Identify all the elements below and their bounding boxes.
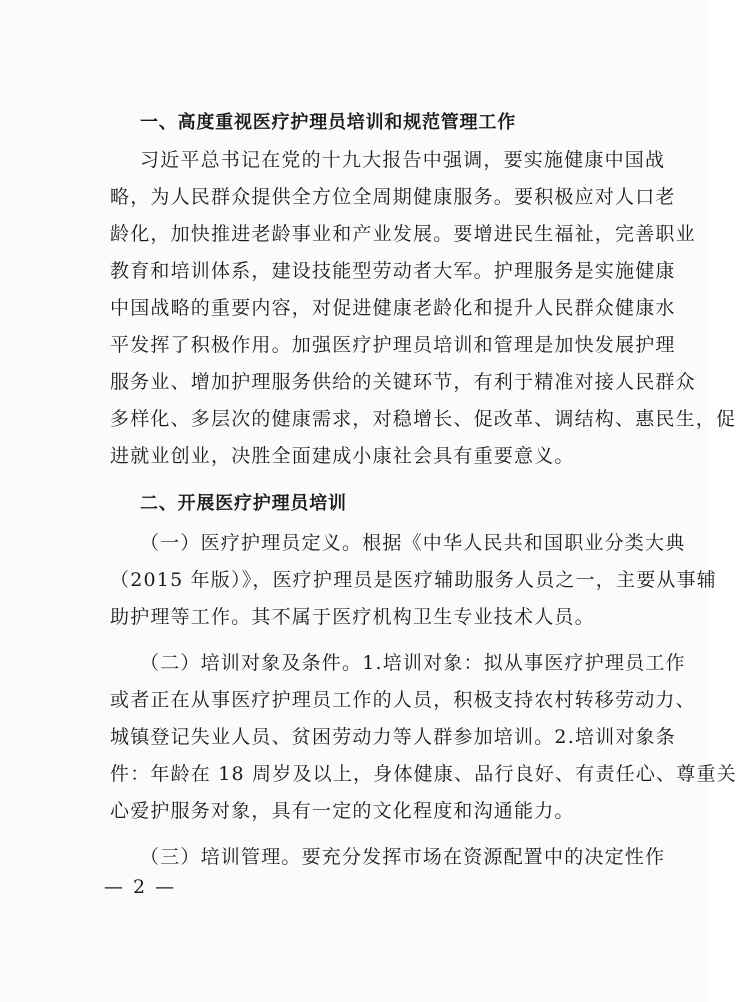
body-line: 助护理等工作。其不属于医疗机构卫生专业技术人员。	[110, 606, 595, 628]
body-line: （二）培训对象及条件。1.培训对象：拟从事医疗护理员工作	[140, 652, 686, 674]
body-line: 城镇登记失业人员、贫困劳动力等人群参加培训。2.培训对象条	[110, 726, 676, 748]
body-line: 件：年龄在 18 周岁及以上，身体健康、品行良好、有责任心、尊重关	[110, 763, 737, 785]
body-line: （三）培训管理。要充分发挥市场在资源配置中的决定性作	[140, 846, 666, 868]
body-line: 龄化，加快推进老龄事业和产业发展。要增进民生福祉，完善职业	[110, 223, 696, 245]
body-line: 或者正在从事医疗护理员工作的人员，积极支持农村转移劳动力、	[110, 689, 696, 711]
section-heading-2: 二、开展医疗护理员培训	[140, 493, 347, 514]
body-line: 多样化、多层次的健康需求，对稳增长、促改革、调结构、惠民生，促	[110, 408, 737, 430]
body-line: （2015 年版）》，医疗护理员是医疗辅助服务人员之一，主要从事辅	[110, 569, 717, 591]
page-number: — 2 —	[104, 876, 177, 898]
section-heading-1: 一、高度重视医疗护理员培训和规范管理工作	[140, 112, 516, 133]
body-line: 教育和培训体系，建设技能型劳动者大军。护理服务是实施健康	[110, 260, 676, 282]
body-line: 中国战略的重要内容，对促进健康老龄化和提升人民群众健康水	[110, 297, 676, 319]
body-line: 平发挥了积极作用。加强医疗护理员培训和管理是加快发展护理	[110, 334, 676, 356]
body-line: 服务业、增加护理服务供给的关键环节，有利于精准对接人民群众	[110, 371, 696, 393]
body-line: 心爱护服务对象，具有一定的文化程度和沟通能力。	[110, 800, 575, 822]
body-line: 进就业创业，决胜全面建成小康社会具有重要意义。	[110, 445, 575, 467]
body-line: 略，为人民群众提供全方位全周期健康服务。要积极应对人口老	[110, 186, 676, 208]
body-line: 习近平总书记在党的十九大报告中强调，要实施健康中国战	[140, 149, 666, 171]
body-line: （一）医疗护理员定义。根据《中华人民共和国职业分类大典	[140, 532, 686, 554]
